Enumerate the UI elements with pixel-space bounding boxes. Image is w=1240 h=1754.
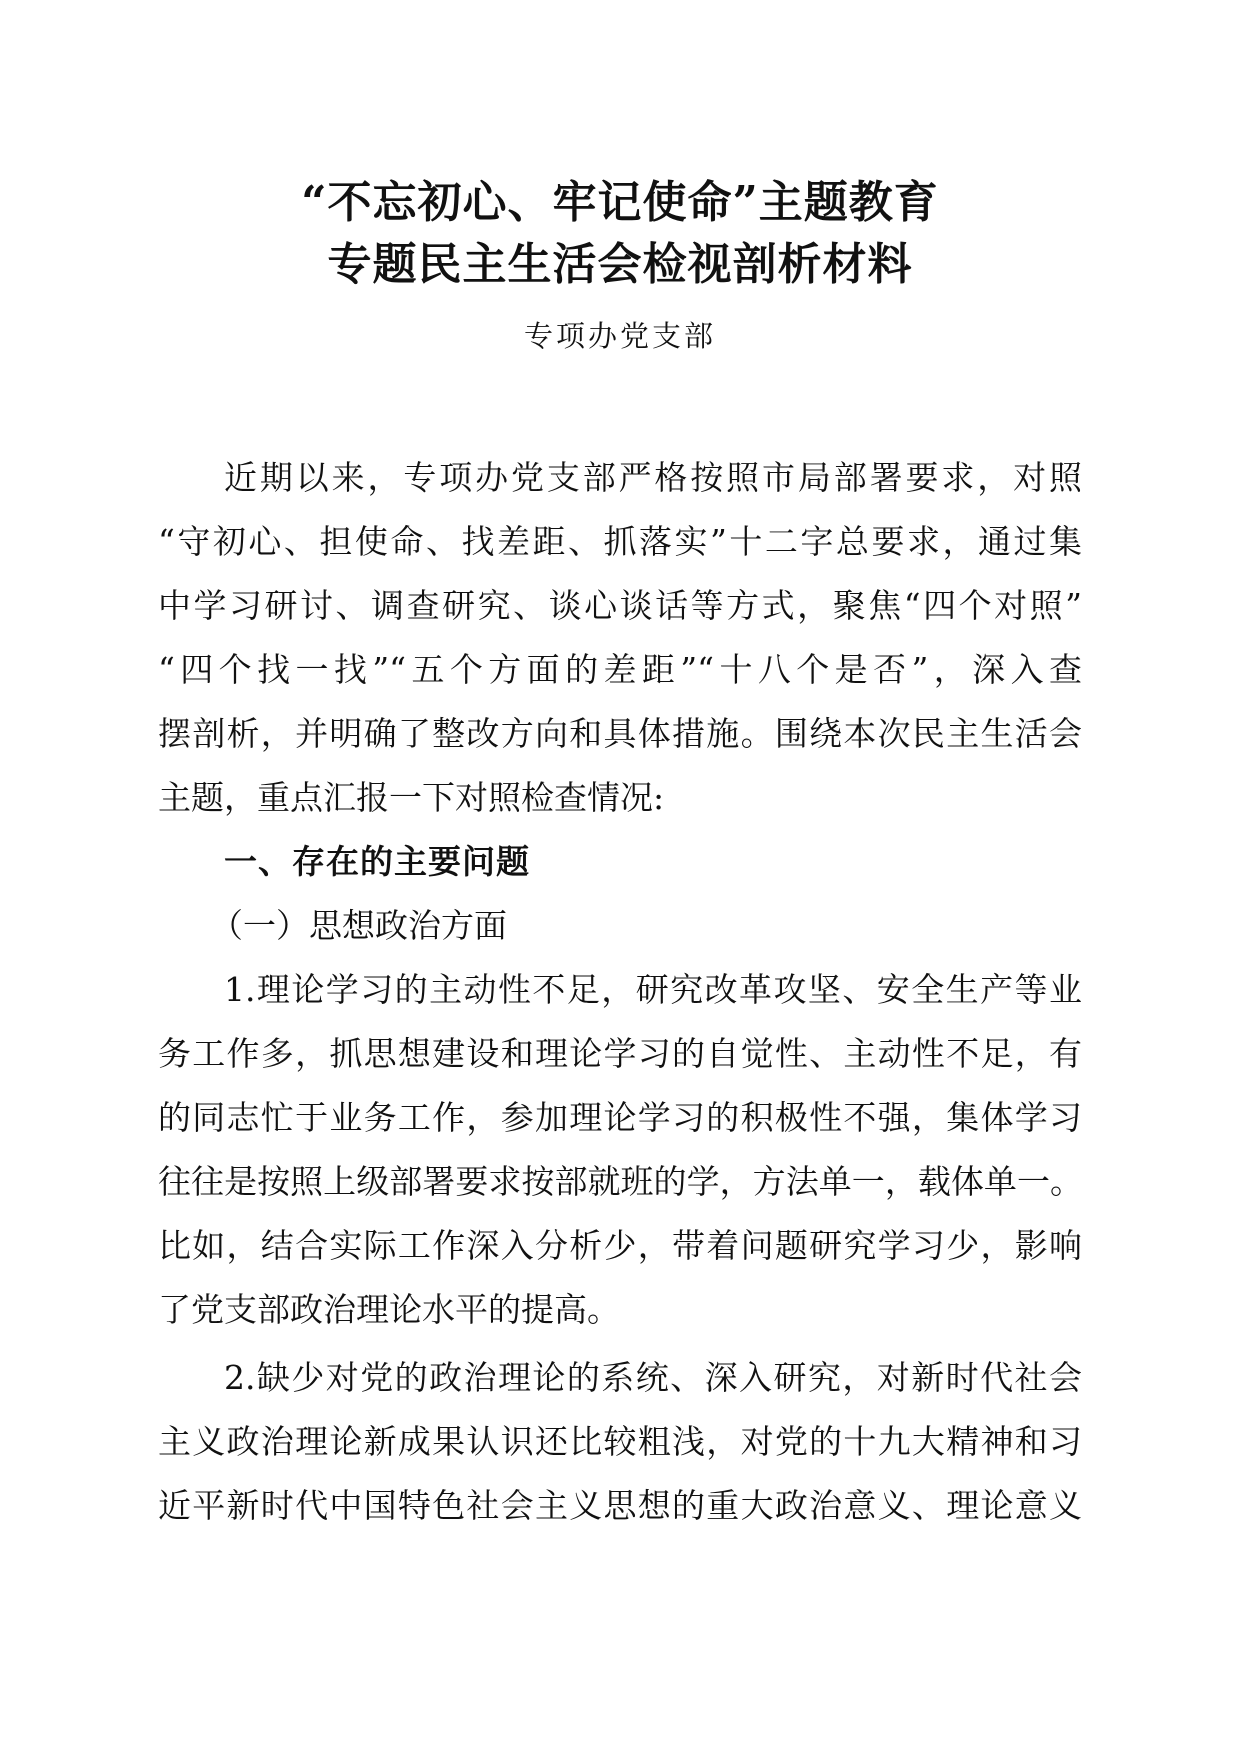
- text-line: 摆剖析，并明确了整改方向和具体措施。围绕本次民主生活会: [158, 714, 1082, 753]
- text-line: 2.缺少对党的政治理论的系统、深入研究，对新时代社会: [224, 1358, 1082, 1397]
- section-heading: 一、存在的主要问题: [224, 842, 530, 881]
- item-2-paragraph: [158, 1346, 1082, 1538]
- text-line: “四个找一找”“五个方面的差距”“十八个是否”，深入查: [158, 650, 1082, 689]
- text-line: 主义政治理论新成果认识还比较粗浅，对党的十九大精神和习: [158, 1422, 1082, 1461]
- document-body: [158, 446, 1082, 1538]
- title-line-1: “不忘初心、牢记使命”主题教育: [301, 177, 939, 228]
- intro-paragraph: [158, 446, 1082, 830]
- text-line: 主题，重点汇报一下对照检查情况:: [158, 778, 665, 817]
- item-1-paragraph: [158, 958, 1082, 1342]
- text-line: 了党支部政治理论水平的提高。: [158, 1290, 620, 1329]
- subsection-heading: （一）思想政治方面: [210, 906, 507, 945]
- document-title: [0, 172, 1240, 296]
- text-line: “守初心、担使命、找差距、抓落实”十二字总要求，通过集: [158, 522, 1082, 561]
- title-line-2: 专题民主生活会检视剖析材料: [327, 239, 913, 290]
- text-line: 往往是按照上级部署要求按部就班的学，方法单一，载体单一。: [158, 1162, 1082, 1201]
- document-author: 专项办党支部: [523, 319, 716, 353]
- text-line: 中学习研讨、调查研究、谈心谈话等方式，聚焦“四个对照”: [158, 586, 1082, 625]
- text-line: 近平新时代中国特色社会主义思想的重大政治意义、理论意义: [158, 1486, 1082, 1525]
- text-line: 比如，结合实际工作深入分析少，带着问题研究学习少，影响: [158, 1226, 1082, 1265]
- text-line: 1.理论学习的主动性不足，研究改革攻坚、安全生产等业: [224, 970, 1082, 1009]
- text-line: 务工作多，抓思想建设和理论学习的自觉性、主动性不足，有: [158, 1034, 1082, 1073]
- text-line: 的同志忙于业务工作，参加理论学习的积极性不强，集体学习: [158, 1098, 1082, 1137]
- text-line: 近期以来，专项办党支部严格按照市局部署要求，对照: [224, 458, 1082, 497]
